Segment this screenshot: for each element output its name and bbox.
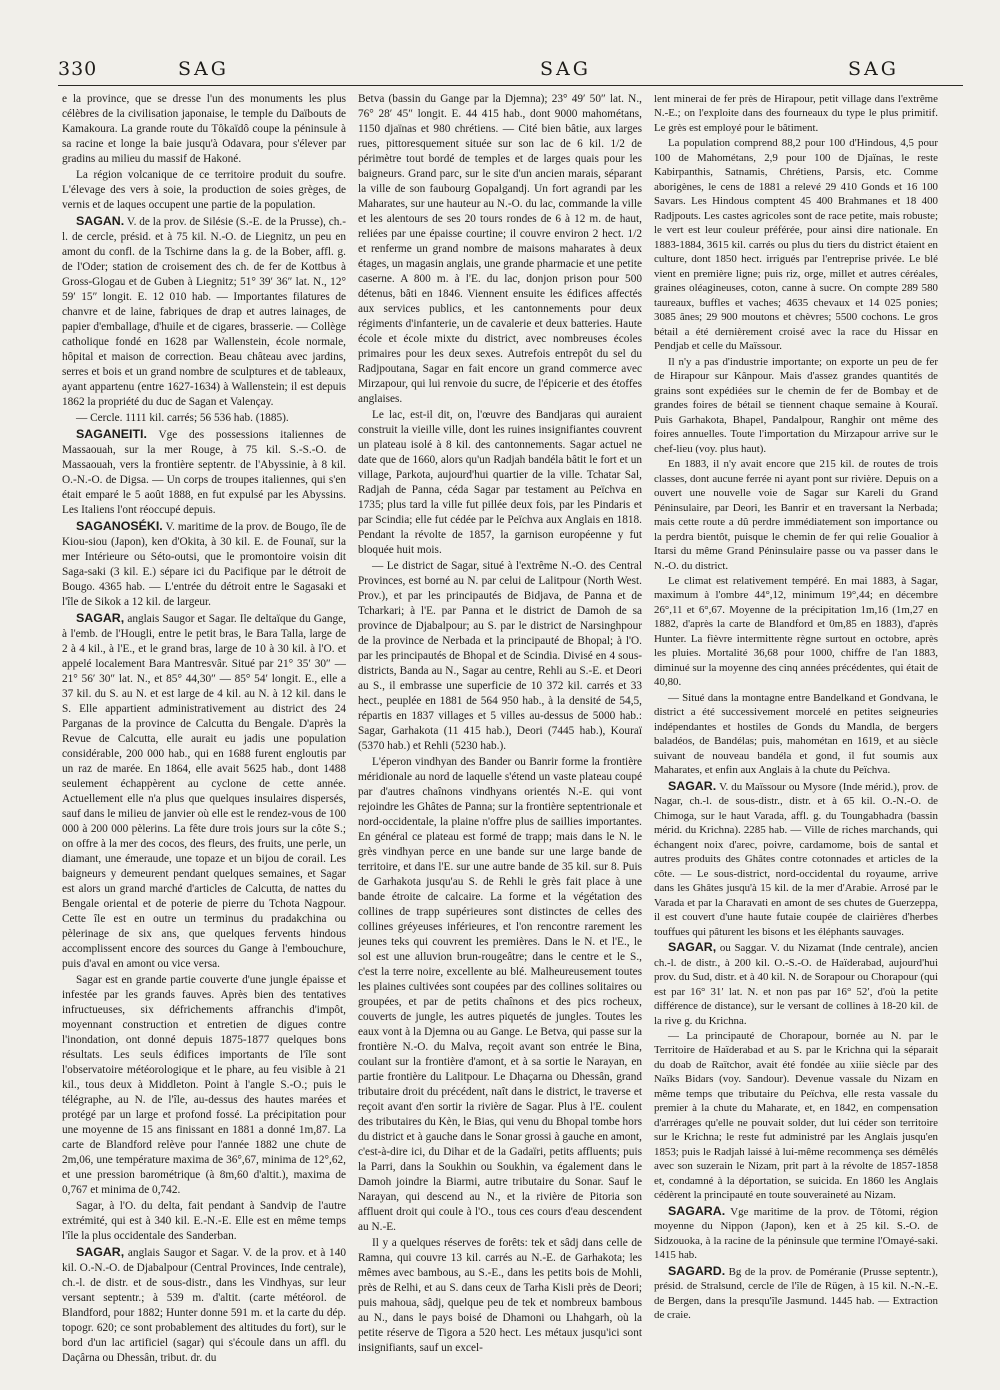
entry-headword: SAGANOSÉKI. <box>76 519 163 533</box>
entry-paragraph <box>654 92 938 135</box>
running-headword-right: SAG <box>848 58 899 80</box>
entry-paragraph <box>654 457 938 573</box>
dictionary-entry <box>654 940 938 1028</box>
text-column-2 <box>358 92 642 1368</box>
entry-text: Le lac, est-il dit, on, l'œuvre des Bandjaras qui auraient construit la vieille ville, dont les ruines insignifiantes couvrent un plateau isolé à 8 kil. des cantonnements. Sagar actuel ne date que de 1660, alors qu'un Radjah bandéla bâtit le fort et un village, Parkota, aujourd'hui quartier de la ville. Tchatar Sal, Radjah de Panna, céda Sagar par testament au Peïchva en 1735; plus tard la ville fut pillée deux fois, par les Pindaris et par Scindia; elle fut cédée par le Peïchva aux Anglais en 1818. Pendant la révolte de 1857, la garnison européenne y fut bloquée huit mois. <box>358 409 642 556</box>
entry-headword: SAGAN. <box>76 214 125 228</box>
entry-headword: SAGANEITI. <box>76 427 147 441</box>
entry-paragraph <box>62 92 346 167</box>
entry-text: — Cercle. 1111 kil. carrés; 56 536 hab. (1885). <box>76 412 289 424</box>
entry-paragraph <box>62 1199 346 1244</box>
entry-text: — La principauté de Chorapour, bornée au N. par le Territoire de Haïderabad et au S. par le Krichna qui la séparait du doab de Raïtchor, avait été fondée au xiiie siècle par des Naïks Bidars (voy. Sandour). Devenue vassale du Nizam en même temps que tributaire du Peïchva, elle resta vassale du premier à la chute du Maharate, et, en 1842, en compensation d'arrérages qu'elle ne pouvait solder, dut lui céder son territoire sur le Krichna; le reste fut administré par les Anglais jusqu'en 1853; puis le Radjah laissé à lui-même recommença ses démêlés avec son suzerain le Nizam, prit part à la révolte de 1857-1858 et, condamné à la déportation, se suicida. En 1860 les Anglais cédèrent la principauté en toute souveraineté au Nizam. <box>654 1030 938 1202</box>
entry-text: Il n'y a pas d'industrie importante; on exporte un peu de fer de Hirapour sur Kânpour. Mais d'assez grandes quantités de grains sont expédiées sur le chemin de fer de Bombay et de grandes foires de bétail se tiennent chaque semaine à Kouraï. Puis Garhakota, Bhapel, Pandalpour, Ranghir ont même des foires annuelles. Toute l'importation du Mirzapour arrive sur le chef-lieu (voy. plus haut). <box>654 355 938 455</box>
entry-text: V. maritime de la prov. de Bougo, île de Kiou-siou (Japon), ken d'Okita, à 30 kil. E. de Founaï, sur la mer Intérieure ou Séto-outsi, que le promontoire voisin dit Saga-saki (3 kil. E.) sépare ici du Pacifique par le détroit de Bougo. 4365 hab. — L'entrée du détroit entre le Sagasaki et l'île de Sikok a 12 kil. de largeur. <box>62 521 346 608</box>
dictionary-entry <box>62 427 346 518</box>
entry-paragraph <box>654 355 938 456</box>
entry-text: Betva (bassin du Gange par la Djemna); 23° 49′ 50″ lat. N., 76° 28′ 45″ longit. E. 44 415 hab., dont 9000 mahométans, 1150 djaïnas et 980 chrétiens. — Cité bien bâtie, aux larges rues, pittoresquement située sur son lac de 6 kil. 1/2 de périmètre tout bordé de temples et de larges quais pour les baigneurs. Grand parc, sur le site d'un ancien marais, séparant la ville de son faubourg Gopalgandj. Un fort agrandi par les Maharates, sur une hauteur au N.-O. du lac, commande la ville et les alentours de ses 20 tours rondes de 6 à 12 m. de haut, reliées par une épaisse courtine; il couvre environ 2 hect. 1/2 et renferme un grand nombre de maisons maharates à deux étages, un magasin anglais, une grande pharmacie et une petite caserne. A 800 m. à l'E. du lac, donjon prison pour 500 détenus, bâti en 1846. Viennent ensuite les édifices affectés aux services publics, et les cantonnements pour deux régiments d'infanterie, un de cavalerie et deux batteries. Haute école et école mixte du district, avec nombreuses écoles primaires pour les deux sexes. Autrefois entrepôt du sel du Radjpoutana, Sagar en fait encore un grand commerce avec Mirzapour, qui lui renvoie du sucre, de l'épicerie et des étoffes anglaises. <box>358 93 642 405</box>
entry-headword: SAGAR. <box>668 778 717 793</box>
entry-text: Vge maritime de la prov. de Tôtomi, région moyenne du Nippon (Japon), ken et à 25 kil. S.-O. de Sidzouoka, à la racine de la péninsule que termine l'Omayé-saki. 1415 hab. <box>654 1205 938 1262</box>
entry-text: Sagar, à l'O. du delta, fait pendant à Sandvip de l'autre extrémité, qui est à 340 kil. E.-N.-E. Elle est en même temps l'île la plus occidentale des Sanderban. <box>62 1200 346 1242</box>
entry-text: — Situé dans la montagne entre Bandelkand et Gondvana, le district a été successivement morcelé en petites seigneuries indépendantes et hostiles de Gonds du Mandla, de bergers baladéos, de Bandélas; puis, mahométan en 1619, et au siècle suivant de nouveau bandéla et gond, il fut soumis aux Maharates, et enfin aux Anglais à la chute du Peïchva. <box>654 691 938 777</box>
dictionary-entry <box>62 519 346 610</box>
entry-text: anglais Saugor et Sagar. V. de la prov. et à 140 kil. O.-N.-O. de Djabalpour (Central Provinces, Inde centrale), ch.-l. de distr. et de sous-distr., dans les Vindhyas, sur leur versant septentr.; à 539 m. d'altit. (carte météorol. de Blandford, pour 1882; Hunter donne 591 m. et la carte du dép. topogr. 620; ce sont probablement des altitudes du fort), sur le bord d'un lac artificiel (sagar) qui s'écoule dans un affl. du Daçârna ou Dhessân, tribut. dr. du <box>62 1247 346 1364</box>
entry-paragraph <box>654 136 938 353</box>
entry-headword: SAGAR, <box>76 1245 125 1259</box>
entry-text: e la province, que se dresse l'un des monuments les plus célèbres de la civilisation japonaise, le temple du Daïbouts de Kamakoura. La grande route du Tôkaïdô coupe la péninsule à sa racine et longe la baie jusqu'à Odavara, pour s'élever par gradins au milieu du massif de Hakoné. <box>62 93 346 165</box>
entry-text: Sagar est en grande partie couverte d'une jungle épaisse et infestée par les grands fauves. Après bien des tentatives infructueuses, six défrichements affranchis d'impôt, moyennant construction et entretien de digues contre l'inondation, ont donné depuis 1875-1877 quelques bons résultats. Les seuls édifices importants de l'île sont l'observatoire météorologique et le phare, au feu visible à 21 kil., tous deux à Middleton. Point à l'angle S.-O.; puis le télégraphe, au N. de l'île, au-dessus des hautes marées et protégé par un large et profond fossé. La précipitation pour une moyenne de 15 ans finissant en 1881 a donné 1m,87. La carte de Blandford relève pour l'année 1882 une chute de 2m,06, une température maxima de 36°,67, minima de 12°,62, et une pression barométrique (à 8m,60 d'altit.), maxima de 0,767 et minima de 0,742. <box>62 974 346 1196</box>
entry-text: Le climat est relativement tempéré. En mai 1883, à Sagar, maximum à l'ombre 44°,12, minimum 19°,44; en décembre 26°,11 et 6°,67. Moyenne de la précipitation 1m,16 (1m,27 en 1882, d'après la carte de Blandford et 0m,85 en 1883), d'après Hunter. La fièvre intermittente règne surtout en octobre, après les pluies. Mortalité 36,68 pour 1000, chiffre de l'an 1883, diminué sur la moyenne des cinq années précédentes, qui était de 40,80. <box>654 574 938 689</box>
dictionary-entry <box>654 1264 938 1323</box>
text-column-1 <box>62 92 346 1368</box>
text-column-3 <box>654 92 938 1368</box>
dictionary-entry <box>654 1204 938 1263</box>
page-number: 330 <box>58 58 98 80</box>
entry-paragraph <box>62 168 346 213</box>
entry-headword: SAGARA. <box>668 1203 726 1218</box>
entry-paragraph <box>654 1029 938 1203</box>
dictionary-entry <box>62 1245 346 1366</box>
entry-text: V. du Maïssour ou Mysore (Inde mérid.), prov. de Nagar, ch.-l. de sous-distr., distr. et à 65 kil. O.-N.-O. de Chimoga, sur le haut Varada, affl. g. du Toungabhadra (bassin mérid. du Krichna). 2285 hab. — Ville de riches marchands, qui échangent noix d'arec, poivre, cardamome, bois de santal et autres produits des Ghâtes contre cotonnades et articles de la côte. — Le sous-district, nord-occidental du royaume, arrive dans les Ghâtes jusqu'à 15 kil. de la mer d'Arabie. Arrosé par le Varada et par la Charavati en amont de ses chutes de Guerzeppa, il est couvert d'une haute futaie coupée de clairières d'herbes touffues qui pâturent les bisons et les éléphants sauvages. <box>654 780 938 938</box>
entry-paragraph <box>358 559 642 754</box>
entry-paragraph <box>358 408 642 558</box>
entry-text: Il y a quelques réserves de forêts: tek et sâdj dans celle de Ramna, qui couvre 13 kil. carrés au N.-E. de Garhakota; les mêmes avec bambous, au S.-E., dans les petits bois de Mohli, près de Relhi, et au S. dans ceux de Tarha Kisli près de Deori; puis mahoua, sâdj, quelque peu de tek et nombreux bambous au N., dans le pays boisé de Dhamoni ou Lhahgarh, où la petite réserve de Tigora a 520 hect. Les métaux jusqu'ici sont insignifiants, sauf un excel- <box>358 1237 642 1354</box>
entry-text: Bg de la prov. de Poméranie (Prusse septentr.), présid. de Stralsund, cercle de l'île de Rügen, à 15 kil. N.-N.-E. de Bergen, dans la presqu'île Jasmund. 1445 hab. — Extraction de craie. <box>654 1265 938 1322</box>
entry-text: — Le district de Sagar, situé à l'extrême N.-O. des Central Provinces, est borné au N. par celui de Lalitpour (North West. Prov.), et par les principautés de Bidjava, de Panna et de Tcharkari; à l'E. par Panna et le district de Damoh de sa province de Djabalpour; au S. par le district de Narsinghpour de la province de Nerbada et la principauté de Bhopal; à l'O. par les principautés de Bhopal et de Scindia. Divisé en 4 sous-districts, Banda au N., Sagar au centre, Rehli au S.-E. et Deori au S., il embrasse une superficie de 10 372 kil. carrés et 33 hect., peuplée en 1881 de 564 950 hab., à la densité de 54,5, répartis en 1837 villages et 5 villes au-dessus de 5000 hab.: Sagar, Garhakota (11 415 hab.), Deori (7445 hab.), Kouraï (5370 hab.) et Rehli (5230 hab.). <box>358 560 642 752</box>
entry-paragraph <box>654 691 938 778</box>
entry-paragraph <box>62 411 346 426</box>
entry-paragraph <box>358 1236 642 1356</box>
entry-text: lent minerai de fer près de Hirapour, petit village dans l'extrême N.-E.; on l'exploite dans des fourneaux du type le plus primitif. Le grès est employé pour le bâtiment. <box>654 93 938 134</box>
entry-text: anglais Saugor et Sagar. Ile deltaïque du Gange, à l'emb. de l'Hougli, entre le petit bras, le Bara Talla, large de 2 à 4 kil., à l'E., et le grand bras, large de 10 à 30 kil. à l'O. et appelé localement Bara Mantresvâr. Situé par 21° 35′ 30″ — 21° 56′ 30″ lat. N., et 85° 44,30″ — 85° 54′ longit. E., elle a 37 kil. du S. au N. et est large de 4 kil. au N. à 12 kil. dans le S. Elle appartient administrativement au district des 24 Parganas de la province de Calcutta du Bengale. D'après la Revue de Calcutta, elle aurait eu jadis une population considérable, 200 000 hab., qui en 1688 furent engloutis par un raz de marée. En 1864, elle avait 5625 hab., dont 1488 seulement échappèrent au cyclone de cette année. Actuellement elle n'a plus que quelques insulaires dispersés, sauf dans le milieu de janvier où elle est le rendez-vous de 100 000 à 200 000 pèlerins. La fête dure trois jours sur la côte S.; on offre à la mer des cocos, des fleurs, des fruits, une perle, un diamant, une émeraude, une topaze et un bijou de corail. Les baigneurs y demeurent pendant quelques semaines, et Sagar est alors un grand marché d'articles de Calcutta, de nattes du Bengale oriental et de poterie de pierre du Tchota Nagpour. Cette île est en outre un terminus du pradakchina ou pèlerinage de six ans, que quelques fervents hindous accomplissent encore des sources du Gange à l'embouchure, puis d'aval en amont ou vice versa. <box>62 613 346 970</box>
page-header <box>58 52 963 82</box>
dictionary-entry <box>62 214 346 410</box>
entry-text: ou Saggar. V. du Nizamat (Inde centrale), ancien ch.-l. de distr., à 200 kil. O.-S.-O. de Haïderabad, aujourd'hui prov. du Sud, distr. et à 40 kil. N. de Sorapour ou Chorapour (qui est par 16° 31′ lat. N. et non pas par 16° 52′, d'où la petite différence de distance), sur le versant de collines à 18-20 kil. de la rive g. du Krichna. <box>654 942 938 1027</box>
dictionary-entry <box>62 611 346 972</box>
entry-text: La population comprend 88,2 pour 100 d'Hindous, 4,5 pour 100 de Mahométans, 2,9 pour 100 de Djaïnas, le reste Kabirpanthis, Satnamis, Chrétiens, Parsis, etc. Comme aborigènes, le cens de 1881 a relevé 29 410 Gonds et 16 100 Savars. Les Hindous comptent 45 400 Brahmanes et 18 400 Radjpouts. Les castes agricoles sont de race petite, mais robuste; le vert est leur couleur préférée, pour ainsi dire nationale. En 1883-1884, 3615 kil. carrés ou plus du tiers du district étaient en culture, dont 1850 hect. irrigués par l'entreprise privée. Le blé vient en première ligne; puis riz, orge, millet et autres céréales, graines oléagineuses, coton, canne à sucre. On compte 289 580 taureaux, buffles et vaches; 4635 chevaux et 14 025 ponies; 3085 ânes; 29 900 moutons et chèvres; 5500 cochons. Le gros bétail a été dernièrement croisé avec la race du Hissar en Pendjab et celle du Maïssour. <box>654 137 938 353</box>
entry-paragraph <box>358 755 642 1235</box>
entry-text: L'éperon vindhyan des Bander ou Banrir forme la frontière méridionale au nord de laquelle s'étend un vaste plateau coupé par d'autres chaînons vindhyans orientés N.-E. qui vont rejoindre les Ghâtes de Panna; sur la frontière septentrionale et nord-occidentale, la plaine n'offre plus de saillies importantes. En général ce plateau est formé de trapp; mais dans le N. le grès vindhyan perce en une bande sur une large bande de territoire, et dans l'E. sur une autre bande de 35 kil. sur 8. Puis de Garhakota jusqu'au S. de Rehli le grès fait place à une bande étroite de calcaire. La forme et la végétation des collines de trapp supérieures sont distinctes de celles des collines gréyeuses inférieures, et l'on rencontre rarement les jeunes teks qui couvrent les premières. Dans le N. et l'E., le sol est une alluvion brun-rougeâtre; dans le centre et le S., c'est la terre noire, excellente au blé. Malheureusement toutes les plaines cultivées sont coupées par des collines solitaires ou groupées, et par de petits chaînons et des pics rocheux, couverts de jungle, les autres piquetés de jungles. Toutes les eaux vont à la Djemna ou au Gange. Le Betva, qui passe sur la frontière N.-O. du Malva, reçoit avant son entrée le Bina, coulant sur la frontière d'amont, et à sa sortie le Narayan, en partie frontière du Lalitpour. Le Dhaçarna ou Dhessân, grand tributaire droit du précédent, naît dans le district, le traverse et reçoit avant d'en sortir la rivière de Sagar. Plus à l'E. coulent des tributaires du Kèn, le Bias, qui venu du Bhopal tombe hors du district et à gauche dans le Sonar grossi à gauche en amont, c'est-à-dire ici, du Dihar et de la Gadaïri, petits affluents; puis la Parri, dans la Soukhin ou Soukhin, va également dans le Damoh joindre la Biarmi, autre tributaire du Sonar. Sauf le Narayan, qui descend au N., et la rivière de Pitoria son affluent droit qui coule à l'O., tous ces cours d'eau descendent au N.-E. <box>358 756 642 1233</box>
entry-paragraph <box>358 92 642 407</box>
entry-text: V. de la prov. de Silésie (S.-E. de la Prusse), ch.-l. de cercle, présid. et à 75 kil. N.-O. de Liegnitz, un peu en amont du confl. de la Tschirne dans la g. de la Bober, affl. g. de l'Oder; station de croisement des ch. de fer de Kottbus à Gross-Glogau et de Guben à Liegnitz; 51° 39′ 36″ lat. N., 12° 59′ 15″ longit. E. 12 010 hab. — Importantes filatures de chanvre et de laine, fabriques de drap et autres lainages, de papier d'emballage, d'huile et de cigares, brasserie. — Collège catholique fondé en 1628 par Wallenstein, école normale, hôpital et maison de correction. Beau château avec jardins, serres et bois et un grand nombre de sculptures et de tableaux, ayant appartenu (entre 1627-1634) à Wallenstein; il est depuis 1862 la propriété du duc de Sagan et Valençay. <box>62 216 346 408</box>
header-rule <box>58 85 963 86</box>
dictionary-entry <box>654 779 938 939</box>
entry-text: La région volcanique de ce territoire produit du soufre. L'élevage des vers à soie, la production de soies grèges, de vernis et de laques occupent une partie de la population. <box>62 169 346 211</box>
running-headword-center: SAG <box>540 58 591 80</box>
entry-text: En 1883, il n'y avait encore que 215 kil. de routes de trois classes, dont aucune ferrée ni ayant pont sur rivière. Depuis on a ouvert une nouvelle voie de Sagar sur Kareli du Grand Péninsulaire, par Deori, les Banrir et en traversant la Nerbada; mais cette route a dû perdre immédiatement son importance ou la perdra bientôt, puisque le chemin de fer qui relie Goualior à Itarsi du même Grand Péninsulaire passe ou va passer dans le N.-O. du district. <box>654 458 938 572</box>
running-headword-left: SAG <box>178 58 229 80</box>
entry-headword: SAGAR, <box>668 940 717 955</box>
entry-paragraph <box>62 973 346 1198</box>
entry-headword: SAGAR, <box>76 611 125 625</box>
entry-paragraph <box>654 574 938 690</box>
entry-headword: SAGARD. <box>668 1263 726 1278</box>
entry-text: Vge des possessions italiennes de Massaouah, sur la mer Rouge, à 75 kil. S.-S.-O. de Massaouah, vers la frontière septentr. de l'Abyssinie, à 8 kil. O.-N.-O. de Digsa. — Un corps de troupes italiennes, qui s'en était emparé le 5 août 1888, en fut expulsé par les Abyssins. Les Italiens l'ont réoccupé depuis. <box>62 429 346 516</box>
